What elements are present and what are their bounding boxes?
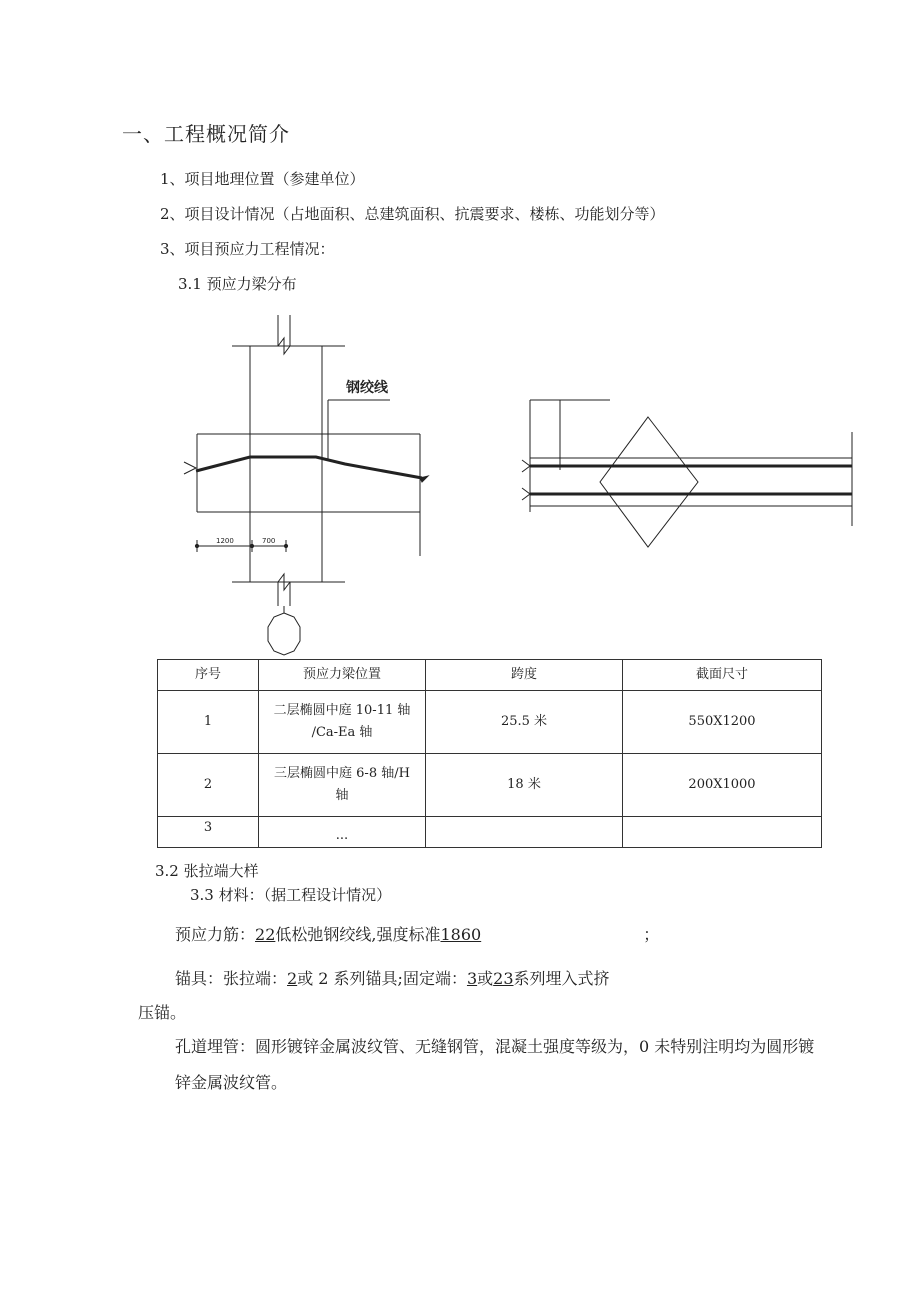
item-location: 1、项目地理位置（参建单位） [160,170,365,188]
cell-location [259,754,426,817]
cell-no: 1 [158,691,259,754]
duct-line-1: 孔道埋管：圆形镀锌金属波纹管、无缝钢管，混凝土强度等级为，0 未特别注明均为圆形镀 [175,1037,815,1056]
anchor-value-1: 2 [287,969,298,988]
beam-elevation-drawing [184,315,428,655]
cell-span: 25.5 米 [426,691,623,754]
cell-span: 18 米 [426,754,623,817]
cell-location-line1: 三层椭圆中庭 6-8 轴/H [274,766,410,781]
anchor-mid-1: 或 2 系列锚具;固定端： [297,969,467,988]
tendon-line [175,922,659,945]
dimension-1200: 1200 [216,537,234,545]
anchor-prefix: 锚具：张拉端： [175,969,288,988]
cell-no: 2 [158,754,259,817]
cell-location-line2: 轴 [335,788,349,803]
anchor-continuation: 压锚。 [138,1003,187,1022]
anchor-value-3: 23 [493,969,514,988]
tendon-value-2: 1860 [440,925,482,944]
section-heading: 一、工程概况简介 [122,122,290,146]
cell-section: 200X1000 [623,754,822,817]
item-anchor-detail: 3.2 张拉端大样 [155,862,259,880]
cell-no: 3 [158,817,259,848]
table-row [158,691,822,754]
duct-line-2: 锌金属波纹管。 [175,1073,288,1092]
anchor-end: 系列埋入式挤 [513,969,610,988]
item-materials: 3.3 材料：（据工程设计情况） [190,886,392,904]
cell-location-line1: 二层椭圆中庭 10-11 轴 [273,703,411,718]
beam-table [157,659,822,848]
item-beam-distribution: 3.1 预应力梁分布 [178,275,297,293]
cell-section: 550X1200 [623,691,822,754]
cell-location [259,691,426,754]
tendon-value-1: 22 [255,925,276,944]
cell-section [623,817,822,848]
col-header-no: 序号 [158,660,259,691]
cell-location-line2: /Ca-Ea 轴 [311,725,373,740]
dimension-700: 700 [262,537,276,545]
cell-location-line1: ... [335,828,349,843]
item-design: 2、项目设计情况（占地面积、总建筑面积、抗震要求、楼栋、功能划分等） [160,205,665,223]
col-header-span: 跨度 [426,660,623,691]
tendon-end: ； [643,925,660,944]
col-header-section: 截面尺寸 [623,660,822,691]
tendon-prefix: 预应力筋： [175,925,256,944]
col-header-location: 预应力梁位置 [259,660,426,691]
table-header-row [158,660,822,691]
cell-span [426,817,623,848]
strand-label: 钢绞线 [346,380,388,396]
anchor-mid-2: 或 [477,969,494,988]
table-row [158,754,822,817]
anchor-value-2: 3 [466,969,478,988]
table-row [158,817,822,848]
cell-location [259,817,426,848]
tendon-mid: 低松弛钢绞线,强度标准 [275,925,441,944]
beam-plan-drawing [522,400,852,547]
anchor-line [175,966,610,989]
item-prestress: 3、项目预应力工程情况： [160,240,335,258]
